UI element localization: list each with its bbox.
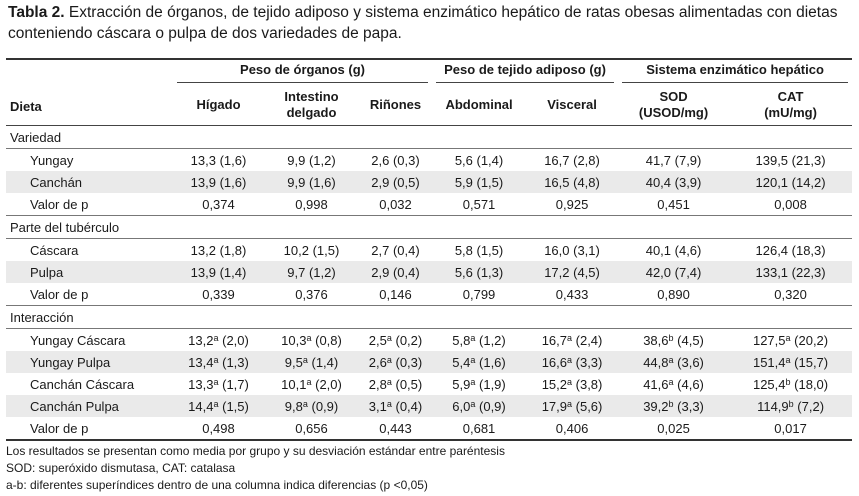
cell-sd: (5,6): [575, 398, 603, 414]
cell-value: 0,433: [555, 286, 589, 302]
cell-superscript: a: [567, 354, 573, 365]
column-header-line2: (USOD/mg): [638, 105, 709, 120]
cell-sd: (4,5): [677, 332, 704, 348]
header-dieta: Dieta: [6, 59, 173, 126]
cell-value: 2,9 (0,5): [371, 174, 420, 190]
table-cell: [432, 329, 526, 352]
cell-value: 0,656: [295, 420, 328, 436]
column-header-line1: SOD: [659, 89, 688, 104]
cell-value: 126,4 (18,3): [755, 242, 826, 258]
table-cell: [359, 239, 432, 262]
cell-sd: (0,3): [395, 354, 423, 370]
cell-sd: (0,2): [395, 332, 423, 348]
cell-value: 114,9: [757, 398, 789, 414]
cell-value: 13,2 (1,8): [190, 242, 247, 258]
cell-value: 3,1: [368, 398, 387, 414]
cell-value: 5,4: [452, 354, 471, 370]
group-tejido-adiposo: Peso de tejido adiposo (g): [436, 62, 614, 83]
cell-value: 0,374: [202, 196, 235, 212]
cell-value: 0,376: [295, 286, 328, 302]
cell-superscript: a: [306, 332, 312, 343]
table-row: [6, 395, 852, 417]
table-row: [6, 417, 852, 440]
column-header: [264, 85, 359, 126]
cell-value: 0,008: [774, 196, 807, 212]
row-label: Valor de p: [30, 286, 89, 302]
table-cell: [359, 261, 432, 283]
section-title: Parte del tubérculo: [6, 216, 852, 239]
cell-value: 0,498: [202, 420, 235, 436]
cell-superscript: a: [470, 376, 476, 387]
table-cell: [173, 171, 264, 193]
cell-value: 15,2: [541, 376, 567, 392]
table-row: [6, 149, 852, 172]
cell-sd: (3,3): [677, 398, 704, 414]
cell-value: 2,9 (0,4): [371, 264, 420, 280]
cell-value: 17,9: [541, 398, 567, 414]
cell-value: 16,0 (3,1): [544, 242, 600, 258]
cell-superscript: a: [470, 332, 476, 343]
table-cell: [618, 283, 729, 306]
data-table: [6, 58, 852, 441]
row-label: Canchán: [6, 171, 173, 193]
table-cell: [359, 395, 432, 417]
table-cell: [729, 149, 852, 172]
cell-superscript: a: [386, 376, 392, 387]
table-cell: [264, 373, 359, 395]
cell-value: 13,9 (1,6): [190, 174, 247, 190]
table-cell: [173, 417, 264, 440]
table-cell: [432, 395, 526, 417]
table-row: [6, 193, 852, 216]
cell-sd: (15,7): [794, 354, 829, 370]
table-cell: [618, 417, 729, 440]
table-cell: [432, 171, 526, 193]
table-cell: [526, 351, 618, 373]
table-cell: [526, 171, 618, 193]
table-cell: [432, 261, 526, 283]
cell-value: 9,9 (1,2): [287, 152, 336, 168]
cell-value: 10,2 (1,5): [283, 242, 340, 258]
cell-value: 0,998: [295, 196, 328, 212]
cell-value: 9,5: [284, 354, 303, 370]
cell-superscript: a: [386, 332, 392, 343]
table-cell: [264, 171, 359, 193]
cell-superscript: a: [668, 354, 674, 365]
cell-value: 127,5: [752, 332, 786, 348]
table-cell: [618, 351, 729, 373]
column-header: [526, 85, 618, 126]
table-cell: [526, 261, 618, 283]
cell-value: 13,4: [188, 354, 214, 370]
caption-text: Extracción de órganos, de tejido adiposo y sistema enzimático hepático de ratas obesas alimentadas con dietas conteniendo cáscara o pulpa de dos variedades de papa.: [8, 4, 838, 42]
table-cell: [264, 261, 359, 283]
table-cell: [264, 283, 359, 306]
row-label: Canchán Pulpa: [6, 395, 173, 417]
cell-sd: (4,6): [677, 376, 704, 392]
cell-value: 38,6: [643, 332, 669, 348]
cell-value: 0,925: [555, 196, 589, 212]
table-cell: [729, 193, 852, 216]
table-cell: [526, 373, 618, 395]
cell-value: 0,571: [462, 196, 496, 212]
table-cell: [173, 351, 264, 373]
table-cell: [432, 351, 526, 373]
cell-value: 0,681: [462, 420, 496, 436]
table-cell: [618, 239, 729, 262]
cell-value: 0,032: [379, 196, 412, 212]
cell-superscript: b: [788, 398, 794, 409]
table-cell: [526, 149, 618, 172]
cell-value: 40,4 (3,9): [645, 174, 702, 190]
table-cell: [359, 373, 432, 395]
table-cell: [173, 283, 264, 306]
table-cell: [173, 239, 264, 262]
table-cell: [173, 395, 264, 417]
column-header-line2: (mU/mg): [764, 105, 817, 120]
cell-superscript: b: [668, 332, 674, 343]
cell-value: 2,6: [368, 354, 387, 370]
table-cell: [729, 351, 852, 373]
cell-superscript: a: [668, 376, 674, 387]
cell-value: 2,7 (0,4): [371, 242, 420, 258]
cell-superscript: a: [213, 332, 219, 343]
group-peso-organos: Peso de órganos (g): [177, 62, 428, 83]
row-label: Canchán Cáscara: [30, 376, 135, 392]
table-cell: [618, 171, 729, 193]
table-cell: [729, 395, 852, 417]
table-row: [6, 373, 852, 395]
cell-sd: (2,4): [575, 332, 603, 348]
cell-value: 16,7: [541, 332, 567, 348]
cell-sd: (18,0): [794, 376, 829, 392]
cell-value: 2,5: [368, 332, 387, 348]
table-cell: [173, 261, 264, 283]
cell-superscript: b: [668, 398, 674, 409]
cell-value: 16,6: [541, 354, 567, 370]
column-header-line1: Abdominal: [445, 97, 513, 112]
cell-value: 5,6 (1,3): [454, 264, 504, 280]
cell-sd: (0,5): [395, 376, 423, 392]
cell-superscript: a: [213, 354, 219, 365]
cell-value: 0,146: [379, 286, 412, 302]
table-caption: [8, 2, 856, 44]
table-row: [6, 239, 852, 262]
cell-value: 0,890: [657, 286, 690, 302]
cell-superscript: a: [785, 332, 791, 343]
cell-value: 0,025: [657, 420, 690, 436]
cell-superscript: a: [386, 398, 392, 409]
cell-value: 9,9 (1,6): [287, 174, 336, 190]
table-cell: [264, 351, 359, 373]
cell-value: 0,451: [657, 196, 690, 212]
cell-sd: (3,3): [575, 354, 603, 370]
table-cell: [264, 239, 359, 262]
cell-value: 17,2 (4,5): [544, 264, 600, 280]
cell-value: 0,017: [774, 420, 807, 436]
cell-value: 2,6 (0,3): [371, 152, 420, 168]
row-label: Cáscara: [30, 242, 79, 258]
column-header-line1: Hígado: [196, 97, 241, 112]
cell-value: 120,1 (14,2): [755, 174, 826, 190]
table-cell: [526, 283, 618, 306]
table-cell: [618, 149, 729, 172]
cell-value: 0,799: [462, 286, 496, 302]
table-cell: [432, 149, 526, 172]
table-row: [6, 351, 852, 373]
cell-superscript: a: [213, 398, 219, 409]
footnotes: [6, 443, 854, 494]
cell-value: 10,3: [281, 332, 307, 348]
column-header: [173, 85, 264, 126]
cell-sd: (1,9): [479, 376, 506, 392]
cell-value: 13,3: [188, 376, 214, 392]
cell-sd: (2,0): [315, 376, 342, 392]
table-cell: [264, 395, 359, 417]
table-cell: [729, 373, 852, 395]
column-header-line2: delgado: [286, 105, 337, 120]
table-cell: [618, 395, 729, 417]
table-cell: [729, 239, 852, 262]
column-header: [432, 85, 526, 126]
cell-value: 139,5 (21,3): [755, 152, 826, 168]
cell-superscript: a: [785, 354, 791, 365]
cell-sd: (1,3): [222, 354, 249, 370]
table-cell: [264, 193, 359, 216]
cell-value: 41,6: [643, 376, 669, 392]
cell-sd: (0,9): [479, 398, 506, 414]
section-title: Variedad: [6, 126, 852, 149]
cell-value: 13,3 (1,6): [190, 152, 247, 168]
cell-value: 0,339: [202, 286, 235, 302]
column-header-line1: Visceral: [547, 97, 597, 112]
cell-superscript: a: [306, 376, 312, 387]
cell-sd: (1,4): [311, 354, 339, 370]
cell-value: 40,1 (4,6): [645, 242, 702, 258]
table-cell: [264, 149, 359, 172]
table-cell: [432, 283, 526, 306]
cell-value: 125,4: [752, 376, 786, 392]
table-cell: [432, 193, 526, 216]
table-row: [6, 261, 852, 283]
cell-value: 2,8: [368, 376, 387, 392]
cell-value: 133,1 (22,3): [755, 264, 826, 280]
footnote-2: SOD: superóxido dismutasa, CAT: catalasa: [6, 461, 236, 475]
section-title: Interacción: [6, 306, 852, 329]
cell-value: 6,0: [452, 398, 471, 414]
table-cell: [173, 193, 264, 216]
cell-value: 151,4: [752, 354, 786, 370]
cell-value: 5,8: [452, 332, 471, 348]
cell-superscript: a: [567, 376, 573, 387]
cell-value: 42,0 (7,4): [645, 264, 702, 280]
row-label: Yungay Pulpa: [6, 351, 173, 373]
cell-superscript: a: [302, 398, 308, 409]
cell-superscript: b: [785, 376, 791, 387]
cell-value: 5,6 (1,4): [454, 152, 504, 168]
column-header-line1: Riñones: [369, 97, 422, 112]
row-label: Yungay Cáscara: [30, 332, 126, 348]
section-row: [6, 126, 852, 149]
section-row: [6, 216, 852, 239]
table-cell: [359, 283, 432, 306]
column-header-line1: Intestino: [284, 89, 339, 104]
cell-sd: (20,2): [794, 332, 829, 348]
cell-superscript: a: [470, 398, 476, 409]
cell-value: 41,7 (7,9): [645, 152, 702, 168]
cell-value: 0,320: [774, 286, 807, 302]
footnote-3: a-b: diferentes superíndices dentro de una columna indica diferencias (p <0,05): [6, 478, 428, 492]
cell-superscript: a: [386, 354, 392, 365]
row-label: Valor de p: [6, 417, 173, 440]
cell-superscript: a: [567, 398, 573, 409]
table-cell: [173, 149, 264, 172]
caption-label: Tabla 2.: [8, 4, 65, 21]
row-label: Valor de p: [30, 196, 89, 212]
table-cell: [729, 417, 852, 440]
cell-value: 5,8 (1,5): [454, 242, 504, 258]
cell-value: 16,5 (4,8): [544, 174, 600, 190]
cell-sd: (2,0): [222, 332, 249, 348]
column-header: [359, 85, 432, 126]
table-cell: [729, 171, 852, 193]
cell-value: 5,9: [452, 376, 471, 392]
cell-sd: (3,8): [575, 376, 603, 392]
table-cell: [526, 193, 618, 216]
table-cell: [359, 351, 432, 373]
column-header: [618, 85, 729, 126]
cell-value: 39,2: [643, 398, 669, 414]
table-cell: [359, 329, 432, 352]
footnote-1: Los resultados se presentan como media por grupo y su desviación estándar entre paréntesis: [6, 444, 505, 458]
cell-value: 13,9 (1,4): [190, 264, 247, 280]
cell-value: 0,443: [379, 420, 412, 436]
cell-sd: (7,2): [797, 398, 825, 414]
cell-sd: (0,9): [311, 398, 339, 414]
cell-sd: (1,7): [222, 376, 249, 392]
table-cell: [526, 417, 618, 440]
cell-sd: (3,6): [677, 354, 704, 370]
table-row: [6, 283, 852, 306]
table-cell: [359, 149, 432, 172]
cell-sd: (1,6): [479, 354, 506, 370]
table-cell: [173, 329, 264, 352]
cell-superscript: a: [567, 332, 573, 343]
table-cell: [359, 193, 432, 216]
cell-sd: (1,2): [479, 332, 506, 348]
table-row: [6, 171, 852, 193]
cell-value: 44,8: [643, 354, 669, 370]
cell-value: 9,8: [284, 398, 303, 414]
row-label: Yungay: [30, 152, 74, 168]
cell-superscript: a: [302, 354, 308, 365]
table-cell: [173, 373, 264, 395]
cell-superscript: a: [470, 354, 476, 365]
cell-value: 5,9 (1,5): [454, 174, 504, 190]
table-cell: [729, 261, 852, 283]
table-cell: [359, 171, 432, 193]
row-label: Pulpa: [6, 261, 173, 283]
table-cell: [526, 239, 618, 262]
table-cell: [729, 283, 852, 306]
table-cell: [618, 261, 729, 283]
cell-value: 14,4: [188, 398, 214, 414]
cell-value: 9,7 (1,2): [287, 264, 336, 280]
table-cell: [432, 239, 526, 262]
cell-value: 0,406: [555, 420, 589, 436]
table-cell: [264, 417, 359, 440]
table-cell: [359, 417, 432, 440]
table-cell: [618, 193, 729, 216]
table-cell: [264, 329, 359, 352]
cell-value: 16,7 (2,8): [544, 152, 600, 168]
group-sistema-enzimatico: Sistema enzimático hepático: [622, 62, 848, 83]
table-cell: [526, 395, 618, 417]
cell-value: 10,1: [281, 376, 307, 392]
table-cell: [432, 373, 526, 395]
table-row: [6, 329, 852, 352]
table-cell: [618, 373, 729, 395]
cell-sd: (0,4): [395, 398, 423, 414]
section-row: [6, 306, 852, 329]
table-cell: [432, 417, 526, 440]
cell-value: 13,2: [188, 332, 214, 348]
table-cell: [526, 329, 618, 352]
column-header-line1: CAT: [777, 89, 804, 104]
cell-sd: (1,5): [222, 398, 249, 414]
table-cell: [729, 329, 852, 352]
cell-superscript: a: [213, 376, 219, 387]
table-cell: [618, 329, 729, 352]
cell-sd: (0,8): [315, 332, 342, 348]
column-header: [729, 85, 852, 126]
